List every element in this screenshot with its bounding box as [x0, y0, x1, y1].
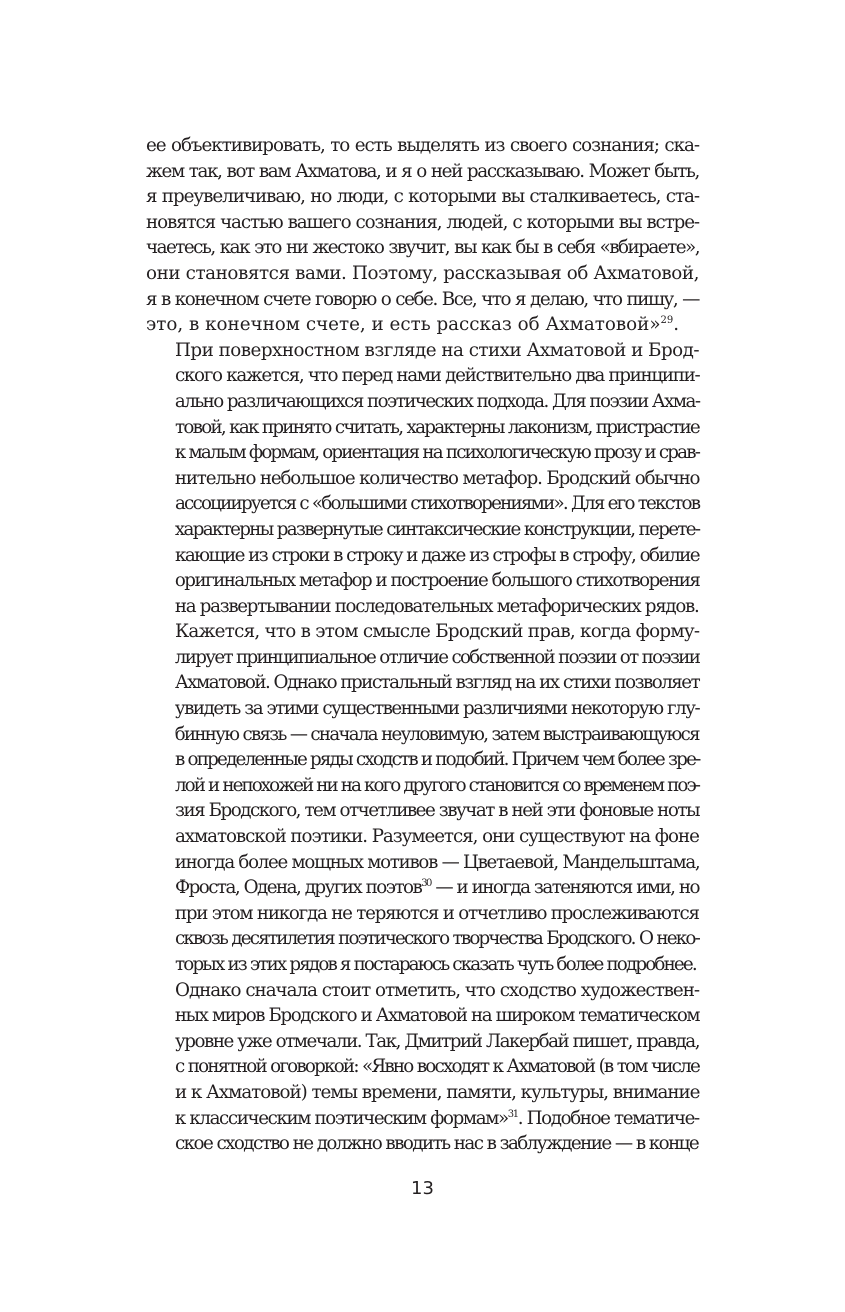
text-line [146, 594, 699, 620]
text-line [146, 568, 700, 594]
line-text: ее объективировать, то есть выделять из своего сознания; ска- [146, 135, 699, 156]
line-text-continued: . [673, 314, 680, 336]
line-text: характерны развернутые синтаксические конструкции, перете- [174, 518, 700, 540]
line-text: нительно небольшое количество метафор. Бродский обычно [174, 467, 700, 489]
text-line [146, 363, 699, 389]
text-line [146, 952, 699, 978]
text-line [146, 1003, 700, 1029]
line-text: зия Бродского, тем отчетливее звучат в ней эти фоновые ноты [175, 800, 699, 822]
line-text: чаетесь, как это ни жестоко звучит, вы как бы в себя «вбираете», [146, 237, 699, 259]
line-text: товой, как принято считать, характерны лаконизм, пристрастие [175, 416, 699, 438]
text-line [146, 824, 698, 850]
text-line [146, 1106, 697, 1132]
text-line [146, 159, 699, 185]
line-text: я преувеличиваю, но люди, с которыми вы сталкиваетесь, ста- [146, 186, 699, 208]
text-line [146, 235, 699, 261]
line-text: ского кажется, что перед нами действительно два принципи- [175, 365, 700, 387]
text-line [146, 517, 700, 543]
text-line [146, 210, 699, 236]
line-text: Фроста, Одена, других поэтов [175, 877, 422, 899]
text-line [146, 184, 699, 210]
line-text: лирует принципиальное отличие собственной поэзии от поэзии [174, 646, 700, 668]
text-line [146, 722, 699, 748]
line-text: с понятной оговоркой: «Явно восходят к Ахматовой (в том числе [175, 1056, 699, 1078]
text-line [146, 1029, 698, 1055]
line-text: ахматовской поэтики. Разумеется, они существуют на фоне [174, 826, 699, 848]
text-line [146, 466, 700, 492]
line-text: Однако сначала стоит отметить, что сходство художествен- [175, 979, 699, 1001]
text-line [146, 926, 699, 952]
line-text: и к Ахматовой) темы времени, памяти, культуры, внимание [175, 1081, 700, 1103]
text-line [146, 747, 699, 773]
line-text: ально различающихся поэтических подхода. Для поэзии Ахма- [174, 390, 700, 412]
text-line [146, 850, 700, 876]
text-line [146, 312, 699, 338]
line-text: ское сходство не должно вводить нас в заблуждение — в конце [175, 1133, 699, 1155]
text-line [146, 645, 700, 671]
line-text: Кажется, что в этом смысле Бродский прав, когда форму- [175, 621, 700, 643]
text-line [146, 133, 699, 159]
line-text-continued: . Подобное тематиче- [517, 1107, 699, 1129]
page-number: 13 [411, 1178, 434, 1199]
text-line [146, 261, 699, 287]
line-text-continued: — и иногда затеняются ими, но [430, 877, 699, 899]
text-line [146, 287, 699, 313]
paragraph [146, 133, 699, 338]
text-line [146, 798, 699, 824]
line-text: увидеть за этими существенными различиями некоторую глу- [174, 698, 700, 720]
line-text: жем так, вот вам Ахматова, и я о ней рассказываю. Может быть, [146, 160, 699, 182]
line-text: лой и непохожей ни на кого другого становится со временем поэ- [175, 774, 699, 796]
line-text: Ахматовой. Однако пристальный взгляд на их стихи позволяет [174, 672, 700, 694]
line-text: ных миров Бродского и Ахматовой на широком тематическом [174, 1005, 700, 1027]
line-text: я в конечном счете говорю о себе. Все, что я делаю, что пишу, — [146, 288, 699, 310]
text-line [146, 619, 699, 645]
line-text: При поверхностном взгляде на стихи Ахматовой и Брод- [175, 339, 700, 361]
line-text: они становятся вами. Поэтому, рассказывая об Ахматовой, [146, 262, 699, 284]
text-line [146, 670, 698, 696]
footnote-reference: 31 [507, 1108, 518, 1120]
line-text: к малым формам, ориентация на психологическую прозу и срав- [174, 442, 700, 464]
text-line [146, 1080, 699, 1106]
line-text: это, в конечном счете, и есть рассказ об Ахматовой» [146, 314, 661, 336]
line-text: в определенные ряды сходств и подобий. Причем чем более зре- [175, 749, 700, 771]
line-text: при этом никогда не теряются и отчетливо прослеживаются [174, 902, 699, 924]
line-text: кающие из строки в строку и даже из строфы в строфу, обилие [175, 544, 699, 566]
paragraph [146, 619, 699, 977]
line-text: ассоциируется с «большими стихотворениями». Для его текстов [174, 493, 700, 515]
line-text: оригинальных метафор и построение большого стихотворения [174, 570, 700, 592]
footnote-reference: 29 [660, 315, 674, 327]
line-text: сквозь десятилетия поэтического творчества Бродского. О неко- [175, 928, 699, 950]
line-text: на развертывании последовательных метафорических рядов. [174, 595, 699, 617]
text-line [146, 440, 700, 466]
text-line [146, 773, 699, 799]
body-text [146, 133, 699, 1157]
paragraph [146, 338, 699, 620]
text-line [146, 978, 699, 1004]
footnote-reference: 30 [421, 878, 431, 890]
text-line [146, 415, 699, 441]
text-line [146, 901, 697, 927]
line-text: торых из этих рядов я постараюсь сказать чуть более подробнее. [175, 954, 696, 975]
text-line [146, 338, 699, 364]
line-text: уровне уже отмечали. Так, Дмитрий Лакербай пишет, правда, [174, 1030, 700, 1052]
line-text: бинную связь — сначала неуловимую, затем выстраивающуюся [174, 723, 699, 745]
text-line [146, 389, 700, 415]
paragraph [146, 978, 699, 1157]
text-line [146, 1131, 699, 1157]
text-line [146, 1054, 699, 1080]
text-line [146, 491, 698, 517]
line-text: к классическим поэтическим формам» [174, 1107, 508, 1129]
text-line [146, 875, 699, 901]
text-line [146, 543, 699, 569]
line-text: новятся частью вашего сознания, людей, с которыми вы встре- [146, 211, 699, 233]
line-text: иногда более мощных мотивов — Цветаевой, Мандельштама, [174, 851, 700, 873]
text-line [146, 696, 700, 722]
